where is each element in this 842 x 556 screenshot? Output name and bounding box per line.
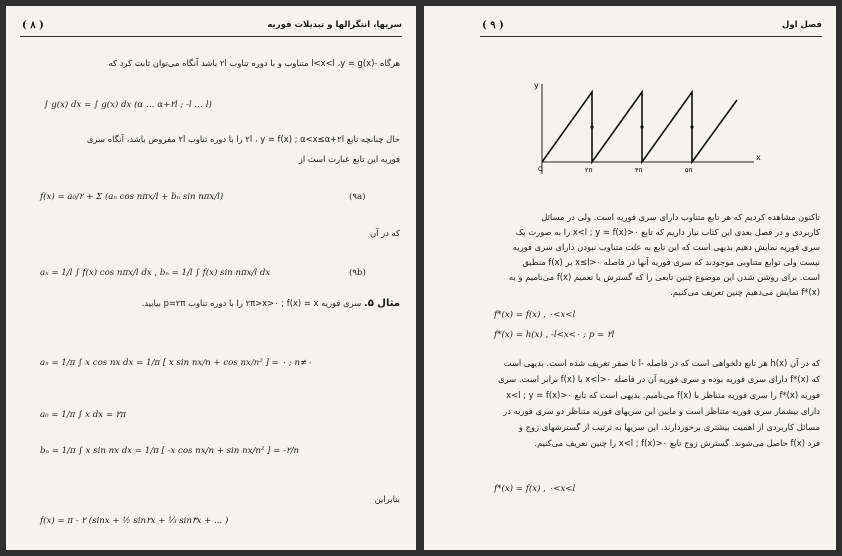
equation-tag-9b: (۹b) xyxy=(349,268,366,278)
text-line: است. برای روشن شدن این موضوع چنین تابعی را که گسترش یا تعمیم f(x) می‌نامیم و به xyxy=(509,272,820,282)
sawtooth-graph xyxy=(522,74,762,184)
text-line: فوریه f*(x) را سری فوریه متناظر با f(x) می‌نامیم. بدیهی است که تابع ۰<x<l ; y = f(x) xyxy=(506,390,820,400)
equation-integral-period: ∫ g(x) dx = ∫ g(x) dx (α … α+۲l ; -l … l) xyxy=(44,100,212,110)
x-tick-label: ۲π xyxy=(585,166,593,174)
example-label: مثال ۵. xyxy=(363,298,400,309)
x-axis-label: x xyxy=(756,153,761,162)
text-line: f*(x) نمایش می‌دهیم چنین تعریف می‌کنیم. xyxy=(670,287,820,297)
text-line: تاکنون مشاهده کردیم که هر تابع متناوب دارای سری فوریه است. ولی در مسائل xyxy=(541,212,820,222)
midpoint-dot xyxy=(640,125,643,128)
text-line: که f*(x) دارای سری فوریه بوده و سری فوریه آن در فاصله ۰<x<l با f(x) برابر است. سری xyxy=(498,374,820,384)
equation-extension-1: f*(x) = f(x) , ۰<x<l xyxy=(494,310,576,320)
text-line: فرد f(x) حاصل می‌شوند. گسترش زوج تابع ۰<x<l ; f(x) را چنین تعریف می‌کنیم. xyxy=(534,438,820,448)
text-line: نیست ولی توابع متناوبی موجودند که سری فوریه آنها در فاصله ۰<x≤l بر f(x) منطبق xyxy=(522,257,820,267)
equation-extension-2: f*(x) = h(x) , -l<x<۰ ; p = ۲l xyxy=(494,330,615,340)
equation-9a: f(x) = a₀/۲ + Σ (aₙ cos nπx/l + bₙ sin nπx/l) xyxy=(40,192,224,202)
equation-final-series: f(x) = π - ۲ (sinx + ½ sin۲x + ⅓ sin۳x + ... ) xyxy=(40,516,229,526)
header-title: فصل اول xyxy=(781,20,822,30)
x-tick-label: ۴π xyxy=(635,166,643,174)
equation-bn: bₙ = 1/π ∫ x sin nx dx = 1/π [ -x cos nx/n + sin nx/n² ] = -۲/n xyxy=(40,446,300,456)
text-line: بنابراین xyxy=(374,494,400,504)
midpoint-dot xyxy=(590,125,593,128)
text-line: که در آن h(x) هر تابع دلخواهی است که در فاصله -l تا صفر تعریف شده است. بدیهی است xyxy=(503,358,820,368)
example-line xyxy=(142,298,400,309)
left-page xyxy=(6,6,416,550)
equation-even-extension: f*(x) = f(x) , ۰<x<l xyxy=(494,484,576,494)
header-title: سریها، انتگرالها و تبدیلات فوریه xyxy=(267,20,402,30)
header-rule xyxy=(480,36,822,37)
sawtooth-curve xyxy=(542,92,737,162)
text-line: دارای بیشمار سری فوریه متناظر است و مابین این سریهای فوریه متناظر دو سری فوریه در xyxy=(503,406,820,416)
text-line: فوریه این تابع عبارت است از xyxy=(298,154,400,164)
text-line: هرگاه -l<x<l ،y = g(x) متناوب و با دوره تناوب ۲l باشد آنگاه می‌توان ثابت کرد که xyxy=(108,58,400,68)
midpoint-dot xyxy=(690,125,693,128)
origin-label: O xyxy=(538,166,543,173)
header-rule xyxy=(20,36,402,37)
header-page-number: ( ۹ ) xyxy=(482,20,504,31)
y-axis-label: y xyxy=(534,81,539,90)
text-line: مسائل کاربردی از اهمیت بیشتری برخوردارند. این سریها به ترتیب از گسترشهای زوج و xyxy=(518,422,820,432)
header-page-number: ( ۸ ) xyxy=(22,20,44,31)
x-tick-label: ۵π xyxy=(685,166,693,174)
equation-9b: aₙ = 1/l ∫ f(x) cos nπx/l dx , bₙ = 1/l ∫ f(x) sin nπx/l dx xyxy=(40,268,271,278)
right-page xyxy=(424,6,836,550)
equation-a0: a₀ = 1/π ∫ x dx = ۲π xyxy=(40,410,127,420)
text-line: سری فوریه نمایش دهیم بدیهی است که این تابع به علت متناوب نبودن دارای سری فوریه xyxy=(512,242,820,252)
text-line: که در آن xyxy=(369,228,400,238)
text-line: حال چنانچه تابع ۲l ، y = f(x) ; α<x≤α+۲l را با دوره تناوب ۲l مفروض باشد، آنگاه سری xyxy=(86,134,400,144)
text-line: کاربردی و در فصل بعدی این کتاب نیاز داریم که تابع ۰<x<l ; y = f(x) را به صورت یک xyxy=(515,227,820,237)
equation-an: aₙ = 1/π ∫ x cos nx dx = 1/π [ x sin nx/n + cos nx/n² ] = ۰ ; n≠۰ xyxy=(40,358,312,368)
example-text: سری فوریه ۲π>x>۰ ; f(x) = x را با دوره تناوب p=۲π بیابید. xyxy=(141,298,362,308)
equation-tag-9a: (۹a) xyxy=(349,192,366,202)
